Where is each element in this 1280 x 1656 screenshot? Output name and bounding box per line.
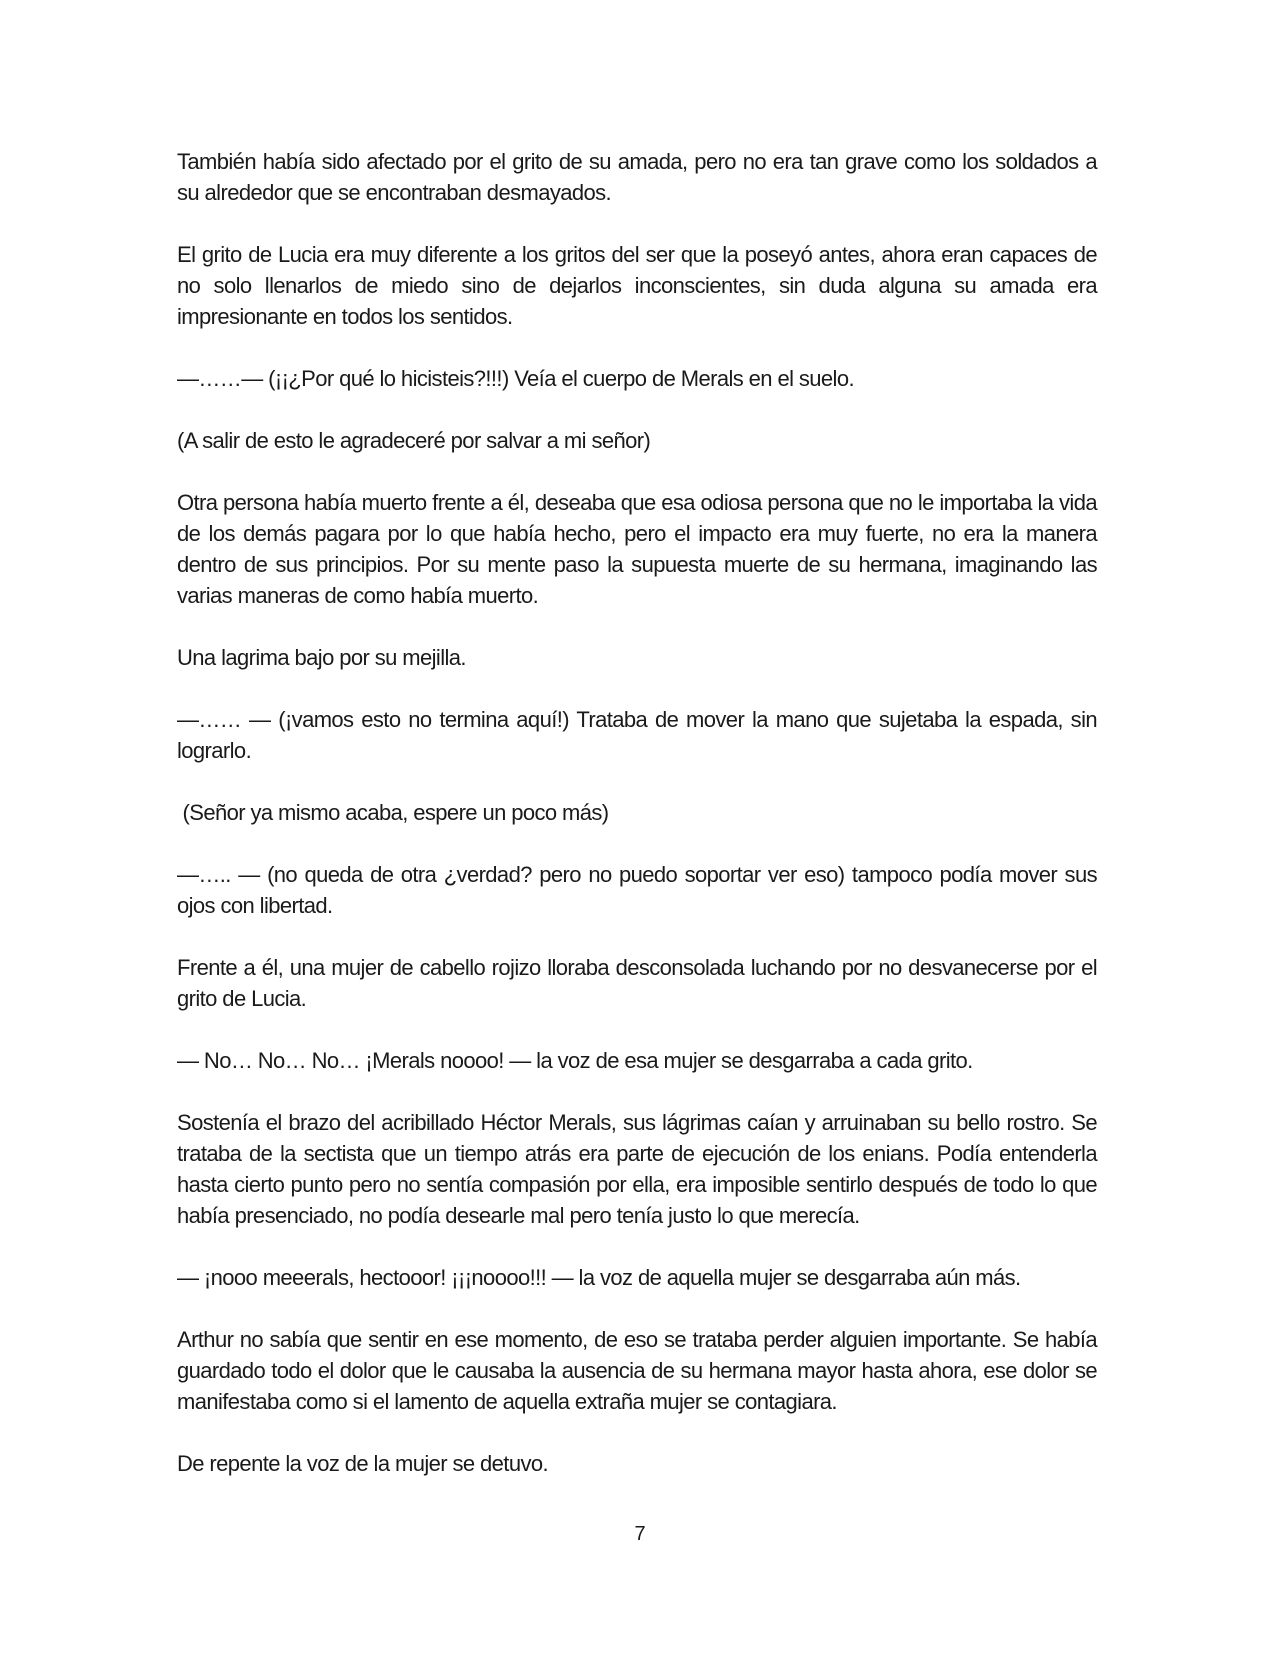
paragraph-13: — ¡nooo meeerals, hectooor! ¡¡¡noooo!!! — la voz de aquella mujer se desgarraba aún más. (177, 1265, 1021, 1290)
paragraph-7: —…… — (¡vamos esto no termina aquí!) Trataba de mover la mano que sujetaba la espada, sin lograrlo. (177, 707, 1097, 763)
paragraph-11: — No… No… No… ¡Merals noooo! — la voz de esa mujer se desgarraba a cada grito. (177, 1048, 973, 1073)
paragraph-12: Sostenía el brazo del acribillado Héctor Merals, sus lágrimas caían y arruinaban su bello rostro. Se trataba de la sectista que un tiempo atrás era parte de ejecución de los enians. Podía entenderla hasta cierto punto pero no sentía compasión por ella, era imposible sentirlo después de todo lo que había presenciado, no podía desearle mal pero tenía justo lo que merecía. (177, 1110, 1097, 1228)
page-number: 7 (634, 1523, 646, 1545)
paragraph-3: —……— (¡¡¿Por qué lo hicisteis?!!!) Veía el cuerpo de Merals en el suelo. (177, 366, 854, 391)
paragraph-8: (Señor ya mismo acaba, espere un poco más) (177, 800, 609, 825)
paragraph-9: —….. — (no queda de otra ¿verdad? pero no puedo soportar ver eso) tampoco podía mover sus ojos con libertad. (177, 862, 1097, 918)
paragraph-10: Frente a él, una mujer de cabello rojizo lloraba desconsolada luchando por no desvanecerse por el grito de Lucia. (177, 955, 1097, 1011)
paragraph-14: Arthur no sabía que sentir en ese momento, de eso se trataba perder alguien importante. Se había guardado todo el dolor que le causaba la ausencia de su hermana mayor hasta ahora, ese dolor se manifestaba como si el lamento de aquella extraña mujer se contagiara. (177, 1327, 1097, 1414)
paragraph-5: Otra persona había muerto frente a él, deseaba que esa odiosa persona que no le importaba la vida de los demás pagara por lo que había hecho, pero el impacto era muy fuerte, no era la manera dentro de sus principios. Por su mente paso la supuesta muerte de su hermana, imaginando las varias maneras de como había muerto. (177, 490, 1097, 608)
paragraph-4: (A salir de esto le agradeceré por salvar a mi señor) (177, 428, 651, 453)
paragraph-1: También había sido afectado por el grito de su amada, pero no era tan grave como los soldados a su alrededor que se encontraban desmayados. (177, 149, 1097, 205)
body-text (177, 146, 1097, 1479)
paragraph-15: De repente la voz de la mujer se detuvo. (177, 1451, 549, 1476)
paragraph-6: Una lagrima bajo por su mejilla. (177, 645, 466, 670)
paragraph-2: El grito de Lucia era muy diferente a los gritos del ser que la poseyó antes, ahora eran capaces de no solo llenarlos de miedo sino de dejarlos inconscientes, sin duda alguna su amada era impresionante en todos los sentidos. (177, 242, 1097, 329)
